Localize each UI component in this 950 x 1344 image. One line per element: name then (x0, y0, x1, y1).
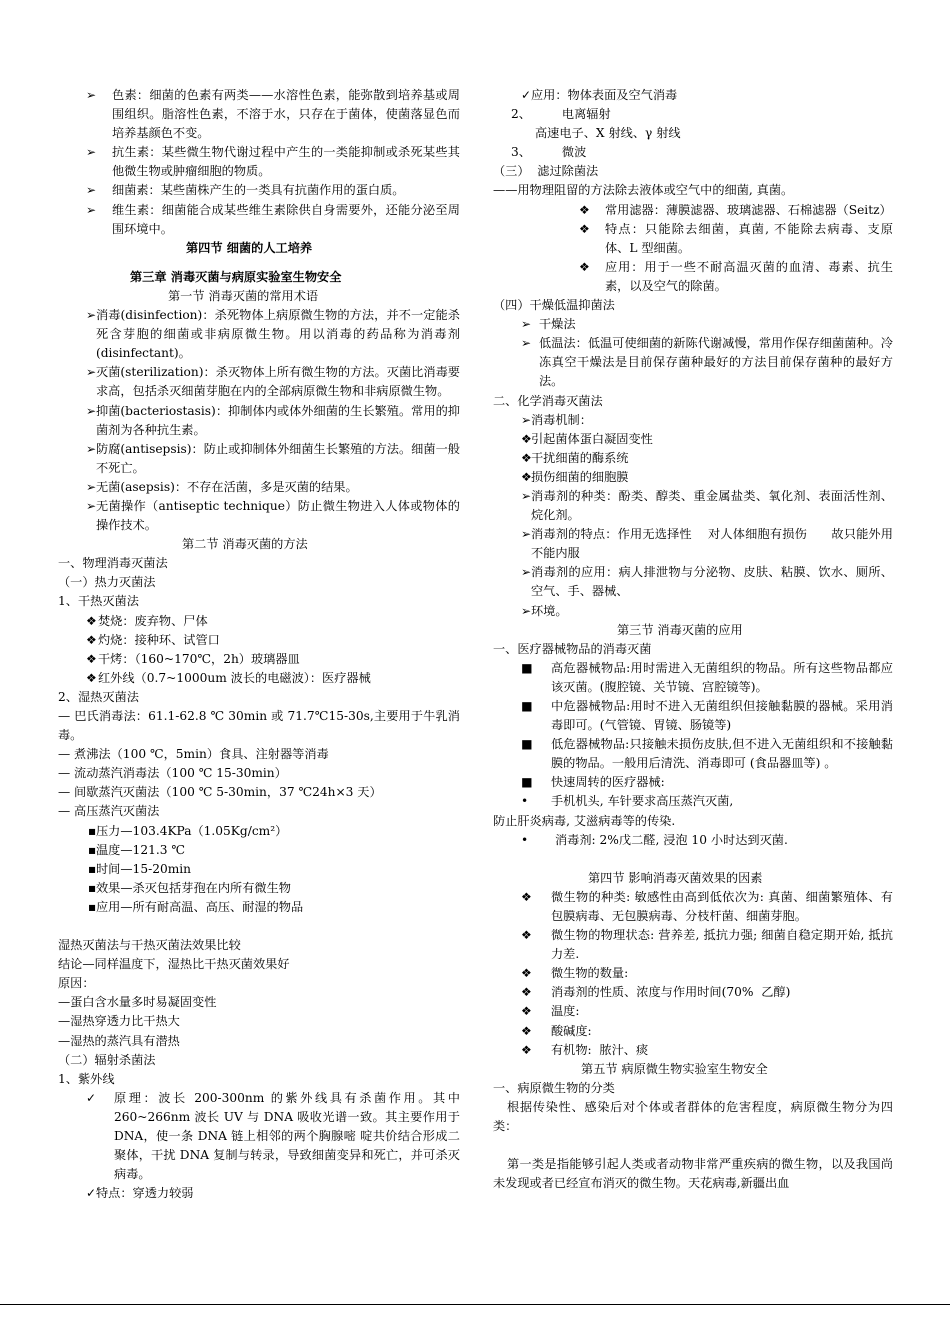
section-heading: 第二节 消毒灭菌的方法 (182, 537, 308, 552)
square-bullet-icon: ▪ (88, 861, 97, 876)
dot-bullet-icon: • (521, 832, 529, 847)
list-item (58, 306, 460, 363)
medical-list (493, 659, 893, 793)
list-item (493, 659, 893, 697)
section-heading: 第三节 消毒灭菌的应用 (617, 622, 743, 637)
list-item-text: 灭菌(sterilization)：杀灭物体上所有微生物的方法。灭菌比消毒要求高，包括杀灭细菌芽胞在内的全部病原微生物和非病原微生物。 (96, 365, 460, 399)
list-item (58, 841, 460, 860)
list-item-text: 焚烧：废弃物、尸体 (98, 613, 208, 628)
list-item (493, 468, 893, 487)
list-item-text: 抑菌(bacteriostasis)：抑制体内或体外细菌的生长繁殖。常用的抑菌剂为各种抗生素。 (96, 403, 460, 437)
list-item-text: 应用—所有耐高温、高压、耐湿的物品 (96, 899, 304, 914)
list-item-text: 时间—15-20min (96, 861, 192, 876)
list-item (58, 1089, 460, 1184)
list-item-text: 低温法：低温可使细菌的新陈代谢减慢，常用作保存细菌菌种。冷冻真空干燥法是目前保存菌种最好的方法目前保存菌种的最好方法。 (539, 336, 893, 389)
square-bullet-icon: ▪ (88, 842, 97, 857)
list-item (493, 926, 893, 964)
list-item (58, 612, 460, 631)
list-item (493, 563, 893, 601)
list-item-text: 无菌(asepsis)：不存在活菌，多是灭菌的结果。 (96, 479, 358, 494)
list-item-text: 消毒(disinfection)：杀死物体上病原微生物的方法，并不一定能杀死含芽胞的细菌或非病原微生物。用以消毒的药品称为消毒剂(disinfectant)。 (96, 308, 460, 361)
arrow-bullet-icon: ➢ (521, 488, 532, 503)
list-item-text: 应用：物体表面及空气消毒 (531, 88, 678, 102)
diamond-bullet-icon: ❖ (579, 221, 590, 236)
arrow-bullet-icon: ➢ (86, 441, 97, 456)
list-item-text: 细菌素：某些菌株产生的一类具有抗菌作用的蛋白质。 (112, 183, 405, 198)
arrow-bullet-icon: ➢ (521, 603, 532, 618)
list-item (493, 888, 893, 926)
list-item-text: 色素：细菌的色素有两类——水溶性色素，能弥散到培养基或周围组织。脂溶性色素，不溶于水，只存在于菌体，使菌落显色而培养基颜色不变。 (112, 88, 460, 141)
list-item: — 煮沸法（100 ℃，5min）食具、注射器等消毒 (58, 747, 329, 762)
subsection-heading: 2、湿热灭菌法 (58, 689, 139, 704)
list-item-text: 消毒剂的特点：作用无选择性 对人体细胞有损伤 故只能外用不能内服 (531, 527, 893, 561)
diamond-bullet-icon: ❖ (579, 202, 590, 217)
list-item (58, 669, 460, 688)
list-item-text: 消毒剂的种类：酚类、醇类、重金属盐类、氧化剂、表面活性剂、烷化剂。 (531, 488, 893, 523)
arrow-bullet-icon: ➢ (86, 479, 97, 494)
diamond-bullet-icon: ❖ (86, 613, 97, 628)
diamond-bullet-icon: ❖ (521, 1004, 532, 1019)
diamond-bullet-icon: ❖ (521, 1023, 532, 1038)
comparison-block (58, 936, 460, 1051)
paragraph-line: ——用物理阻留的方法除去液体或空气中的细菌, 真菌。 (493, 183, 794, 198)
list-item-text: 环境。 (531, 603, 568, 618)
arrow-bullet-icon: ➢ (521, 565, 532, 580)
list-item-text: 酸碱度: (551, 1023, 592, 1038)
list-item (493, 487, 893, 525)
list-item-text: 微生物的种类: 敏感性由高到低依次为: 真菌、细菌繁殖体、有包膜病毒、无包膜病毒、分枝杆菌、细菌芽胞。 (551, 889, 893, 923)
square-bullet-icon: ■ (521, 775, 533, 790)
diamond-bullet-icon: ❖ (521, 431, 532, 446)
list-item (58, 650, 460, 669)
list-item (493, 1041, 893, 1060)
list-item-text: 无菌操作（antiseptic technique）防止微生物进入人体或物体的操作技术。 (96, 498, 460, 533)
list-item (493, 201, 893, 220)
list-item (58, 1184, 460, 1203)
square-bullet-icon: ▪ (88, 899, 97, 914)
subsection-heading: 二、化学消毒灭菌法 (493, 393, 603, 408)
list-item: — 巴氏消毒法：61.1-62.8 ℃ 30min 或 71.7℃15-30s,主要用于牛乳消毒。 (58, 709, 460, 743)
disinfectant-list (493, 487, 893, 621)
diamond-bullet-icon: ❖ (521, 985, 532, 1000)
list-item (493, 792, 893, 811)
list-item (58, 822, 460, 841)
list-item: — 流动蒸汽消毒法（100 ℃ 15-30min） (58, 766, 287, 781)
list-item (493, 602, 893, 621)
arrow-bullet-icon: ➢ (86, 403, 97, 418)
list-item (58, 181, 460, 200)
check-bullet-icon: ✓ (521, 88, 532, 102)
list-item-text: 防腐(antisepsis)：防止或抑制体外细菌生长繁殖的方法。细菌一般不死亡。 (96, 441, 460, 475)
list-item-text: 损伤细菌的细胞膜 (531, 469, 629, 484)
diamond-bullet-icon: ❖ (86, 670, 97, 685)
list-item-text: 引起菌体蛋白凝固变性 (531, 431, 653, 446)
subsection-heading: 1、紫外线 (58, 1071, 115, 1086)
list-item-text: 消毒剂的应用：病人排泄物与分泌物、皮肤、粘膜、饮水、厕所、空气、手、器械、 (531, 565, 893, 599)
arrow-bullet-icon: ➢ (86, 202, 97, 217)
filtration-list (493, 201, 893, 296)
list-item-text: 压力—103.4KPa（1.05Kg/cm²） (96, 823, 288, 838)
arrow-bullet-icon: ➢ (521, 412, 532, 427)
list-item (58, 201, 460, 239)
section-heading: 第五节 病原微生物实验室生物安全 (581, 1061, 768, 1076)
list-item (493, 258, 893, 296)
list-item (493, 697, 893, 735)
section-heading: 第四节 细菌的人工培养 (186, 240, 313, 255)
list-item-text: 消毒剂: 2%戊二醛, 浸泡 10 小时达到灭菌. (555, 832, 788, 847)
subsection-heading: （二）辐射杀菌法 (58, 1052, 156, 1067)
chapter-heading: 第三章 消毒灭菌与病原实验室生物安全 (130, 269, 342, 284)
list-item (493, 86, 893, 105)
diamond-bullet-icon: ❖ (521, 450, 532, 465)
arrow-bullet-icon: ➢ (86, 145, 97, 160)
autoclave-list (58, 822, 460, 917)
list-item (58, 440, 460, 478)
square-bullet-icon: ▪ (88, 880, 97, 895)
diamond-bullet-icon: ❖ (521, 889, 532, 904)
list-item-text: 温度—121.3 ℃ (96, 842, 185, 857)
list-item-text: 效果—杀灭包括芽孢在内所有微生物 (96, 880, 291, 895)
list-item-text: 应用：用于一些不耐高温灭菌的血清、毒素、抗生素，以及空气的除菌。 (605, 259, 893, 293)
paragraph-line: —湿热的蒸汽具有潜热 (58, 1033, 180, 1048)
paragraph-line: —湿热穿透力比干热大 (58, 1014, 180, 1029)
arrow-bullet-icon: ➢ (86, 183, 97, 198)
list-item-text: 低危器械物品:只接触未损伤皮肤,但不进入无菌组织和不接触黏膜的物品。一般用后清洗、消毒即可 (食品器皿等) 。 (551, 737, 893, 771)
subsection-heading: 一、病原微生物的分类 (493, 1080, 615, 1095)
list-item-text: 维生素：细菌能合成某些维生素除供自身需要外，还能分泌至周围环境中。 (112, 202, 460, 236)
subsection-heading: 2、 电离辐射 (511, 107, 611, 122)
page-bottom-rule (0, 1304, 950, 1305)
subsection-heading: 3、 微波 (511, 145, 587, 160)
list-item-text: 消毒机制： (531, 412, 592, 427)
list-item-text: 微生物的数量: (551, 966, 629, 981)
list-item-text: 手机机头, 车针要求高压蒸汽灭菌, (551, 794, 734, 809)
diamond-bullet-icon: ❖ (521, 966, 532, 981)
list-item (58, 497, 460, 535)
list-item-text: 快速周转的医疗器械: (551, 775, 665, 790)
square-bullet-icon: ■ (521, 699, 533, 713)
list-item-text: 干烤：（160~170℃，2h）玻璃器皿 (98, 651, 300, 666)
list-item (493, 773, 893, 792)
paragraph-line: 高速电子、X 射线、γ 射线 (535, 126, 681, 141)
arrow-bullet-icon: ➢ (521, 527, 532, 542)
list-item-text: 特点：只能除去细菌，真菌, 不能除去病毒、支原体、L 型细菌。 (605, 221, 893, 255)
list-item: — 高压蒸汽灭菌法 (58, 804, 160, 819)
list-item-text: 中危器械物品:用时不进入无菌组织但接触黏膜的器械。采用消毒即可。(气管镜、胃镜、肠镜等) (551, 699, 893, 733)
subsection-heading: 一、医疗器械物品的消毒灭菌 (493, 641, 652, 656)
pigments-list (58, 86, 460, 239)
list-item-text: 原理：波长 200-300nm 的紫外线具有杀菌作用。其中 260~266nm 波长 UV 与 DNA 吸收光谱一致。其主要作用于 DNA，使一条 DNA 链上相邻的两个胸腺嘧 啶共价结合形成二聚体，干扰 DNA 复制与转录，导致细菌变异和死亡，并可杀灭病毒。 (114, 1090, 460, 1182)
square-bullet-icon: ■ (521, 737, 533, 752)
list-item-text: 有机物: 脓汁、痰 (551, 1042, 649, 1057)
check-bullet-icon: ✓ (86, 1186, 97, 1201)
diamond-bullet-icon: ❖ (521, 928, 532, 943)
list-item-text: 特点：穿透力较弱 (96, 1186, 194, 1201)
left-column (58, 86, 460, 1203)
section-heading: 第四节 影响消毒灭菌效果的因素 (588, 870, 763, 885)
list-item (493, 525, 893, 563)
list-item (58, 631, 460, 650)
diamond-bullet-icon: ❖ (86, 632, 97, 647)
list-item-text: 灼烧：接种环、试管口 (98, 632, 220, 647)
paragraph-line: 湿热灭菌法与干热灭菌法效果比较 (58, 938, 241, 953)
list-item (58, 86, 460, 143)
terms-list (58, 306, 460, 535)
factors-list (493, 888, 893, 1060)
moist-heat-list (58, 707, 460, 822)
square-bullet-icon: ▪ (88, 823, 97, 838)
list-item-text: 干燥法 (539, 317, 576, 332)
list-item (58, 879, 460, 898)
list-item (493, 315, 893, 334)
paragraph-line: —蛋白含水量多时易凝固变性 (58, 995, 217, 1010)
list-item (493, 735, 893, 773)
list-item (493, 831, 893, 850)
list-item (493, 220, 893, 258)
paragraph-line: 结论—同样温度下，湿热比干热灭菌效果好 (58, 957, 290, 972)
list-item (58, 143, 460, 181)
list-item-text: 干扰细菌的酶系统 (531, 450, 629, 465)
list-item (493, 983, 893, 1002)
square-bullet-icon: ■ (521, 660, 533, 675)
list-item-text: 常用滤器：薄膜滤器、玻璃滤器、石棉滤器（Seitz） (605, 202, 892, 217)
paragraph: 第一类是指能够引起人类或者动物非常严重疾病的微生物，以及我国尚未发现或者已经宣布消灭的微生物。天花病毒,新疆出血 (493, 1157, 893, 1191)
diamond-bullet-icon: ❖ (86, 651, 97, 666)
diamond-bullet-icon: ❖ (521, 1042, 532, 1057)
dry-heat-list (58, 612, 460, 688)
list-item (58, 402, 460, 440)
list-item (58, 860, 460, 879)
list-item (493, 334, 893, 391)
check-bullet-icon: ✓ (86, 1090, 97, 1105)
dot-bullet-icon: • (521, 794, 529, 809)
mechanism-list (493, 430, 893, 487)
list-item (493, 964, 893, 983)
paragraph-line: 防止肝炎病毒, 艾滋病毒等的传染. (493, 813, 676, 828)
uv-list (58, 1089, 460, 1204)
arrow-bullet-icon: ➢ (521, 317, 532, 332)
diamond-bullet-icon: ❖ (579, 259, 590, 274)
list-item (58, 363, 460, 401)
list-item (493, 1002, 893, 1021)
right-column (493, 86, 893, 1193)
list-item (58, 898, 460, 917)
paragraph-line: 原因： (58, 976, 95, 991)
subsection-heading: （三） 滤过除菌法 (493, 164, 599, 179)
list-item-text: 消毒剂的性质、浓度与作用时间(70% 乙醇) (551, 985, 791, 1000)
list-item-text: 微生物的物理状态: 营养差, 抵抗力强; 细菌自稳定期开始, 抵抗力差. (551, 928, 893, 962)
list-item (493, 430, 893, 449)
list-item-text: 抗生素：某些微生物代谢过程中产生的一类能抑制或杀死某些其他微生物或肿瘤细胞的物质。 (112, 145, 460, 179)
subsection-heading: 一、物理消毒灭菌法 (58, 556, 168, 571)
arrow-bullet-icon: ➢ (521, 336, 532, 351)
list-item (493, 411, 893, 430)
drying-list (493, 315, 893, 391)
paragraph: 根据传染性、感染后对个体或者群体的危害程度，病原微生物分为四类： (493, 1099, 893, 1133)
arrow-bullet-icon: ➢ (86, 308, 97, 323)
section-heading: 第一节 消毒灭菌的常用术语 (168, 288, 319, 303)
list-item: — 间歇蒸汽灭菌法（100 ℃ 5-30min，37 ℃24h×3 天） (58, 785, 382, 800)
list-item (493, 1022, 893, 1041)
list-item-text: 红外线（0.7~1000um 波长的电磁波）：医疗器械 (98, 670, 371, 685)
list-item-text: 温度: (551, 1004, 580, 1019)
subsection-heading: （一）热力灭菌法 (58, 575, 156, 590)
arrow-bullet-icon: ➢ (86, 88, 97, 102)
subsection-heading: （四）干燥低温抑菌法 (493, 298, 615, 313)
list-item (493, 449, 893, 468)
subsection-heading: 1、干热灭菌法 (58, 594, 139, 609)
arrow-bullet-icon: ➢ (86, 365, 97, 380)
arrow-bullet-icon: ➢ (86, 498, 97, 513)
list-item-text: 高危器械物品:用时需进入无菌组织的物品。所有这些物品都应该灭菌。(腹腔镜、关节镜、宫腔镜等)。 (551, 660, 893, 694)
diamond-bullet-icon: ❖ (521, 469, 532, 484)
list-item (58, 478, 460, 497)
